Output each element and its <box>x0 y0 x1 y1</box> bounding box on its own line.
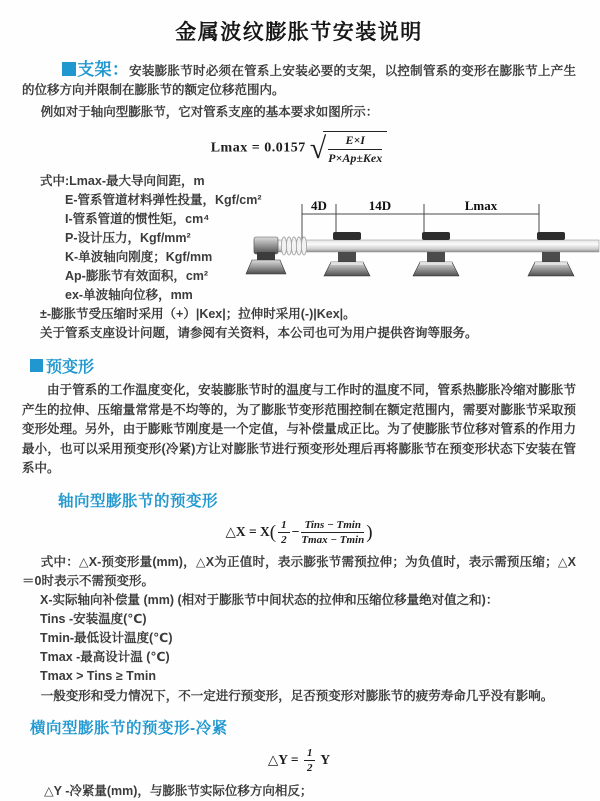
lateral-formula-rhs: Y <box>320 752 331 768</box>
lmax-formula-numerator: E×I <box>328 133 382 150</box>
definition-line: E-管系管道材料弹性投量，Kgf/cm² <box>65 193 262 207</box>
predeform-heading-label: 预变形 <box>46 359 95 376</box>
dim-label-14d: 14D <box>368 198 392 213</box>
pipe-support-diagram <box>254 196 599 301</box>
axial-note: 式中：△X-预变形量(mm)，△X为正值时，表示膨张节需预拉伸；为负值时，表示需预压缩；△X＝0时表示不需预变形。 <box>22 554 576 588</box>
temperature-denominator: Tmax − Tmin <box>301 534 365 547</box>
section-marker-icon <box>62 62 76 76</box>
support-example-line: 例如对于轴向型膨胀节，它对管系支座的基本要求如图所示： <box>40 105 379 119</box>
dim-label-4d: 4D <box>311 198 327 213</box>
axial-def-line: Tins -安装温度(℃) <box>40 611 147 626</box>
predeform-body: 由于管系的工作温度变化，安装膨胀节时的温度与工作时的温度不同，管系热膨胀冷缩对膨胀节产生的拉伸、压缩量常常是不均等的，为了膨胀节变形范围控制在额定范围内，需要对膨胀节采取预变形处理。另外，由于膨账节刚度是一个定值，与补偿量成正比。为了使膨胀节位移对管系的作用力最小，也可以采用预变形(冷紧)方让对膨胀节进行预变形处理后再将膨胀节在预变形状态下安装在管系中。 <box>22 383 576 475</box>
support-heading-label: 支架： <box>77 60 130 79</box>
definition-line: I-管系管道的惯性矩，cm⁴ <box>65 212 210 226</box>
half-denominator: 2 <box>281 534 287 547</box>
axial-def-line: Tmax -最高设计温 (℃) <box>40 649 170 664</box>
consult-note: 关于管系支座设计问题，请参阅有关资料，本公司也可为用户提供咨询等服务。 <box>40 326 478 340</box>
temperature-numerator: Tins − Tmin <box>301 519 364 534</box>
guide-support <box>528 232 574 276</box>
predeform-section-heading <box>30 354 576 377</box>
definition-line: ex-单波轴向位移，mm <box>65 288 193 302</box>
lmax-formula <box>22 131 576 166</box>
sign-note: ±-膨胀节受压缩时采用（+）|Kex|；拉伸时采用(-)|Kex|。 <box>40 307 356 321</box>
lateral-note: △Y -冷紧量(mm)，与膨胀节实际位移方向相反； <box>44 784 313 799</box>
bellows-icon <box>281 237 306 255</box>
half-fraction <box>278 519 290 547</box>
dim-label-lmax: Lmax <box>464 198 498 213</box>
right-paren: ) <box>366 521 373 543</box>
axial-def-line: Tmax > Tins ≥ Tmin <box>40 668 157 683</box>
section-marker-icon <box>30 359 43 372</box>
guide-support <box>413 232 459 276</box>
axial-formula <box>22 519 576 547</box>
definition-line: K-单波轴向刚度；Kgf/mm <box>65 250 213 264</box>
support-section-heading <box>62 60 129 79</box>
left-paren: ( <box>269 521 277 543</box>
axial-subheading: 轴向型膨胀节的预变形 <box>58 492 219 510</box>
definitions-block <box>22 172 576 305</box>
radical-sign-icon: √ <box>309 131 327 165</box>
definition-line: 式中:Lmax-最大导向间距，m <box>40 174 205 188</box>
temperature-fraction <box>301 519 364 547</box>
axial-formula-lhs: △X = X <box>225 523 270 539</box>
half-fraction <box>304 747 316 775</box>
lmax-formula-lhs: Lmax = 0.0157 <box>210 140 306 156</box>
axial-def-line: Tmin-最低设计温度(℃) <box>40 630 173 645</box>
lmax-formula-denominator: P×Ap±Kex <box>328 151 383 165</box>
half-numerator: 1 <box>278 519 290 534</box>
lateral-subheading: 横向型膨胀节的预变形-冷紧 <box>30 719 228 737</box>
lateral-formula <box>22 747 576 775</box>
minus-sign: − <box>291 523 300 539</box>
page-title: 金属波纹膨胀节安装说明 <box>175 21 423 44</box>
support-intro-paragraph <box>22 60 576 100</box>
support-intro-text: 安装膨胀节时必须在管系上安装必要的支架，以控制管系的变形在膨胀节上产生的位移方向并限制在膨胀节的额定位移范围内。 <box>22 64 576 97</box>
lmax-formula-fraction <box>323 131 387 166</box>
axial-tail-note: 一般变形和受力情况下，不一定进行预变形，足否预变形对膨胀节的疲劳寿命几乎没有影响。 <box>40 688 554 703</box>
half-denominator: 2 <box>306 762 313 775</box>
lateral-formula-lhs: △Y = <box>267 752 299 768</box>
guide-support <box>324 232 370 276</box>
definition-line: Ap-膨胀节有效面积，cm² <box>65 269 209 283</box>
definition-line: P-设计压力，Kgf/mm² <box>65 231 191 245</box>
axial-def-line: X-实际轴向补偿量 (mm) (相对于膨胀节中间状态的拉伸和压缩位移量绝对值之和)： <box>40 592 499 607</box>
half-numerator: 1 <box>304 747 316 762</box>
